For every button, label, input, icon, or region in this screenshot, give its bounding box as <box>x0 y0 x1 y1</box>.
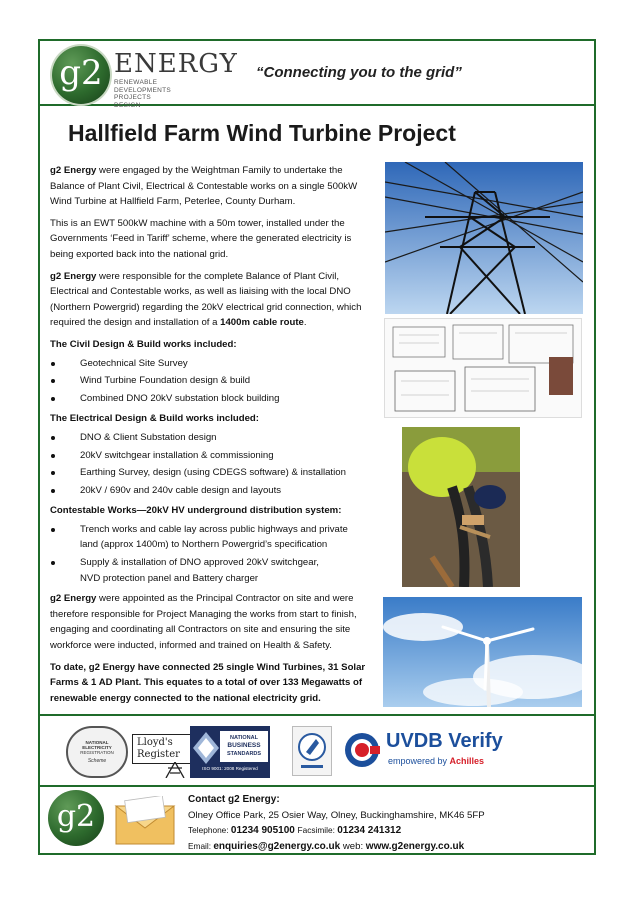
logo-subtitle: RENEWABLE DEVELOPMENTS PROJECTS DESIGN <box>114 79 172 109</box>
list-item: Supply & installation of DNO approved 20kV switchgear, NVD protection panel and Battery charger <box>50 555 370 586</box>
uvdb-verify-logo: UVDB Verify empowered by Achilles <box>344 730 532 772</box>
cable-works-photo <box>402 427 520 587</box>
intro-paragraph-3: g2 Energy were responsible for the complete Balance of Plant Civil, Electrical and Contestable works, as well as liaising with the local DNO (Northern Powergrid) regarding the 20kV electrical grid connection, which required the design and installation of a 1400m cable route. <box>50 270 362 329</box>
contestable-list <box>50 522 370 586</box>
list-item: Combined DNO 20kV substation block building <box>50 391 370 407</box>
email-link[interactable]: enquiries@g2energy.co.uk <box>213 840 341 852</box>
list-item: DNO & Client Substation design <box>50 430 370 446</box>
list-item: Trench works and cable lay across public highways and private land (approx 1400m) to Northern Powergrid’s specification <box>50 522 370 553</box>
contact-block <box>188 792 588 854</box>
lloyds-register-badge: Lloyd's Register <box>132 734 196 764</box>
list-item: Earthing Survey, design (using CDEGS software) & installation <box>50 465 370 481</box>
contact-heading: Contact g2 Energy: <box>188 794 280 805</box>
envelope-icon <box>112 796 178 848</box>
page-title: Hallfield Farm Wind Turbine Project <box>68 120 456 146</box>
contestable-heading: Contestable Works—20kV HV underground distribution system: <box>50 505 342 517</box>
civil-heading: The Civil Design & Build works included: <box>50 338 237 350</box>
phone-number: 01234 905100 <box>230 825 295 836</box>
website-link[interactable]: www.g2energy.co.uk <box>365 840 465 852</box>
site-plans-drawing <box>384 318 582 418</box>
closing-paragraph: g2 Energy were appointed as the Principal Contractor on site and were therefore responsible for Project Managing the works from start to finish, engaging and coordinating all Contractors on site and ensuring the site workforce were inducted, informed and trained on Health & Safety. <box>50 593 357 652</box>
fax-number: 01234 241312 <box>337 825 402 836</box>
seal-icon <box>293 727 331 775</box>
electrical-heading: The Electrical Design & Build works included: <box>50 413 259 425</box>
body-text <box>50 163 370 712</box>
accreditations-band <box>38 716 596 786</box>
contact-email-web: Email: enquiries@g2energy.co.uk web: www.g2energy.co.uk <box>188 840 465 852</box>
pylon-icon <box>162 762 188 778</box>
footer-g2-logo: g2 <box>48 790 104 846</box>
nbs-diamond-icon <box>193 732 219 764</box>
contact-phone-fax: Telephone: 01234 905100 Facsimile: 01234 241312 <box>188 825 402 836</box>
nbs-iso-logo: NATIONAL BUSINESS STANDARDS ISO 9001: 2008 Registered <box>190 726 270 778</box>
contact-address: Olney Office Park, 25 Osier Way, Olney, Buckinghamshire, MK46 5FP <box>188 809 485 821</box>
civil-list <box>50 356 370 407</box>
intro-paragraph-1: g2 Energy were engaged by the Weightman Family to undertake the Balance of Plant Civil, Electrical & Contestable works on a single 500kW Wind Turbine at Hallfield Farm, Peterlee, County Durham. <box>50 165 358 208</box>
quality-seal-logo <box>292 726 332 776</box>
intro-paragraph-2: This is an EWT 500kW machine with a 50m tower, installed under the Governments ‘Feed in Tariff’ scheme, where the generated electricity is being exported back into the national grid. <box>50 217 352 260</box>
wind-turbine-photo <box>383 597 582 707</box>
pylon-photo <box>385 162 583 314</box>
summary-paragraph: To date, g2 Energy have connected 25 single Wind Turbines, 31 Solar Farms & 1 AD Plant. This equates to a total of over 133 Megawatts of renewable energy connected to the national electricity grid. <box>50 661 366 704</box>
g2-energy-logo <box>52 46 238 109</box>
tagline: “Connecting you to the grid” <box>256 64 462 81</box>
nes-badge: NATIONAL ELECTRICITY REGISTRATION Scheme <box>66 726 128 778</box>
list-item: 20kV / 690v and 240v cable design and layouts <box>50 483 370 499</box>
logo-mark: g2 <box>59 53 103 93</box>
uvdb-target-icon <box>344 732 380 768</box>
logo-wordmark: ENERGY <box>114 49 238 79</box>
list-item: Wind Turbine Foundation design & build <box>50 373 370 389</box>
nbs-text-panel: NATIONAL BUSINESS STANDARDS <box>220 731 268 762</box>
list-item: Geotechnical Site Survey <box>50 356 370 372</box>
list-item: 20kV switchgear installation & commissioning <box>50 448 370 464</box>
nes-lloyds-logo <box>66 726 202 778</box>
electrical-list <box>50 430 370 498</box>
